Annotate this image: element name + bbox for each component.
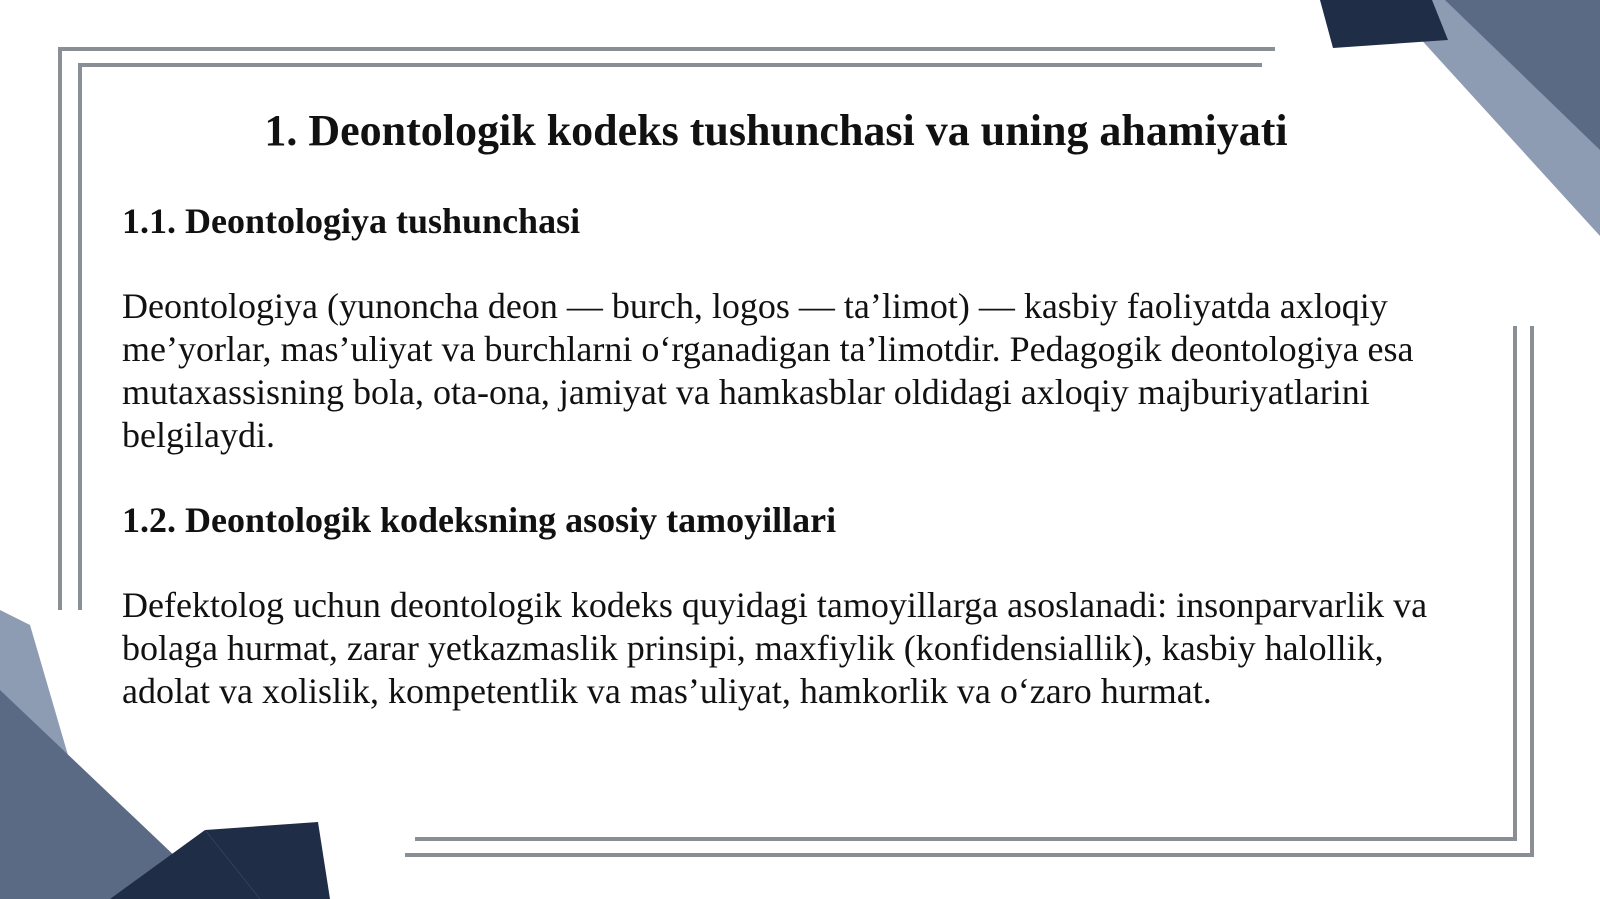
slide-content (122, 200, 1432, 713)
section-paragraph-deontologiya: Deontologiya (yunoncha deon — burch, logos — ta’limot) — kasbiy faoliyatda axloqiy me’yorlar, mas’uliyat va burchlarni o‘rganadigan ta’limotdir. Pedagogik deontologiya esa mutaxassisning bola, ota-ona, jamiyat va hamkasblar oldidagi axloqiy majburiyatlarini belgilaydi. (122, 286, 1414, 456)
section-heading-deontologiya: 1.1. Deontologiya tushunchasi (122, 201, 581, 241)
slide-title: 1. Deontologik kodeks tushunchasi va uning ahamiyati (264, 106, 1288, 155)
section-paragraph-tamoyillar: Defektolog uchun deontologik kodeks quyidagi tamoyillarga asoslanadi: insonparvarlik va bolaga hurmat, zarar yetkazmaslik prinsipi, maxfiylik (konfidensiallik), kasbiy halollik, adolat va xolislik, kompetentlik va mas’uliyat, hamkorlik va o‘zaro hurmat. (122, 585, 1428, 712)
corner-shape-navy (1320, 0, 1448, 48)
section-heading-tamoyillar: 1.2. Deontologik kodeksning asosiy tamoyillari (122, 500, 837, 541)
